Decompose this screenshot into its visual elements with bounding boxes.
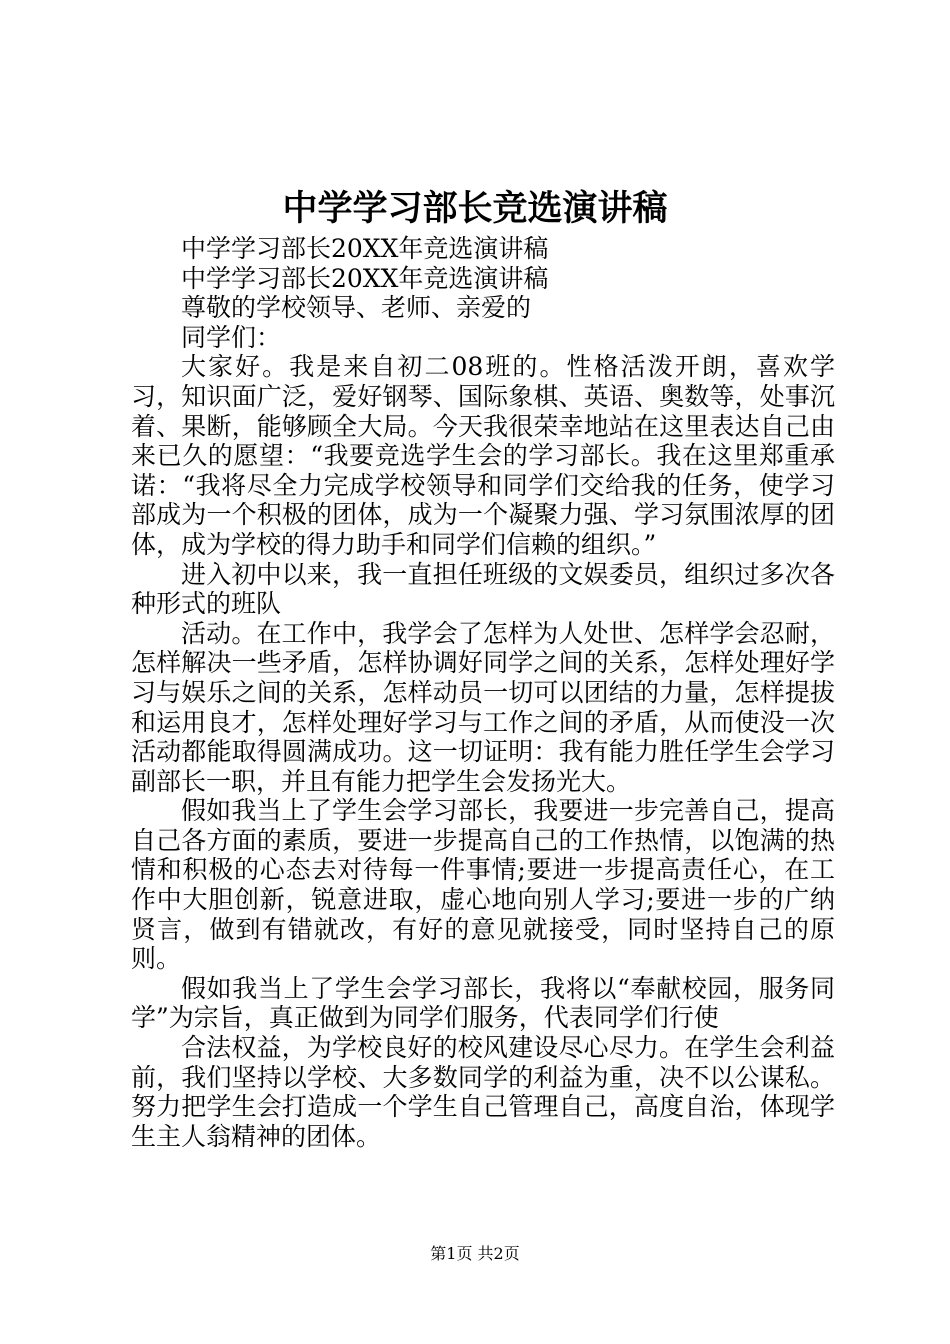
document-title: 中学学习部长竞选演讲稿	[282, 188, 668, 229]
paragraph-salutation: 尊敬的学校领导、老师、亲爱的	[181, 293, 532, 323]
paragraph-salutation-cont: 同学们：	[181, 322, 282, 352]
page-number-footer: 第1页 共2页	[430, 1244, 520, 1263]
paragraph-activities: 活动。在工作中，我学会了怎样为人处世、怎样学会忍耐，怎样解决一些矛盾，怎样协调好同学之间的关系，怎样处理好学习与娱乐之间的关系，怎样动员一切可以团结的力量，怎样提拔和运用良才，怎样处理好学习与工作之间的矛盾，从而使没一次活动都能取得圆满成功。这一切证明：我有能力胜任学生会学习副部长一职，并且有能力把学生会发扬光大。	[131, 618, 835, 796]
paragraph-experience: 进入初中以来，我一直担任班级的文娱委员，组织过多次各种形式的班队	[131, 559, 835, 619]
paragraph-subtitle-1: 中学学习部长20XX年竞选演讲稿	[181, 234, 549, 263]
paragraph-subtitle-2: 中学学习部长20XX年竞选演讲稿	[181, 263, 549, 293]
document-body	[131, 234, 835, 1151]
paragraph-closing: 合法权益，为学校良好的校风建设尽心尽力。在学生会利益前，我们坚持以学校、大多数同学的利益为重，决不以公谋私。努力把学生会打造成一个学生自己管理自己，高度自治，体现学生主人翁精神的团体。	[131, 1033, 835, 1151]
paragraph-introduction: 大家好。我是来自初二08班的。性格活泼开朗，喜欢学习，知识面广泛，爱好钢琴、国际象棋、英语、奥数等，处事沉着、果断，能够顾全大局。今天我很荣幸地站在这里表达自己由来已久的愿望：“我要竞选学生会的学习部长。我在这里郑重承诺：“我将尽全力完成学校领导和同学们交给我的任务，使学习部成为一个积极的团体，成为一个凝聚力强、学习氛围浓厚的团体，成为学校的得力助手和同学们信赖的组织。”	[131, 352, 835, 559]
paragraph-purpose: 假如我当上了学生会学习部长，我将以“奉献校园，服务同学”为宗旨，真正做到为同学们服务，代表同学们行使	[131, 973, 835, 1033]
paragraph-plans: 假如我当上了学生会学习部长，我要进一步完善自己，提高自己各方面的素质，要进一步提高自己的工作热情，以饱满的热情和积极的心态去对待每一件事情;要进一步提高责任心，在工作中大胆创新，锐意进取，虚心地向别人学习;要进一步的广纳贤言，做到有错就改，有好的意见就接受，同时坚持自己的原则。	[131, 796, 835, 974]
